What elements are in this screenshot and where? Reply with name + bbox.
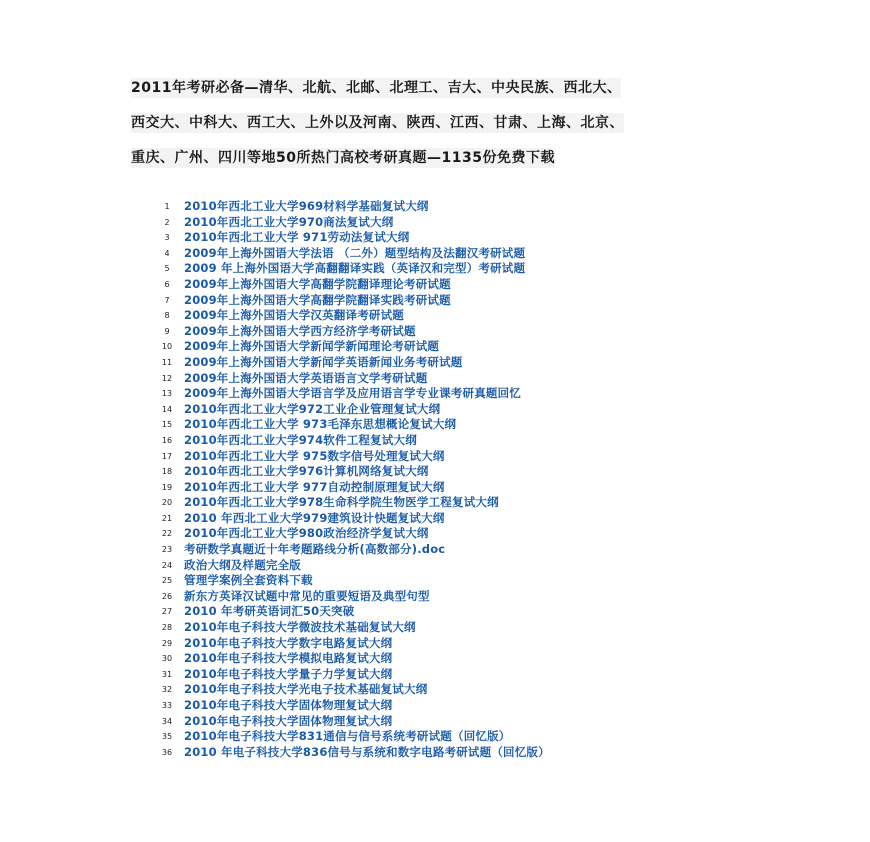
item-number: 27 bbox=[161, 607, 173, 617]
item-number: 8 bbox=[164, 311, 170, 321]
download-link[interactable]: 2010年电子科技大学固体物理复试大纲 bbox=[184, 713, 393, 728]
list-item bbox=[150, 246, 770, 262]
list-item bbox=[150, 371, 770, 387]
item-number: 25 bbox=[161, 576, 173, 586]
heading-line-1-text: 2011年考研必备—清华、北航、北邮、北理工、吉大、中央民族、西北大、 bbox=[131, 80, 622, 96]
download-link[interactable]: 2009 年上海外国语大学高翻翻译实践（英译汉和完型）考研试题 bbox=[184, 261, 526, 276]
list-item bbox=[150, 261, 770, 277]
item-number: 7 bbox=[164, 295, 170, 305]
item-number: 2 bbox=[164, 217, 170, 227]
list-item bbox=[150, 589, 770, 605]
heading-line-1 bbox=[131, 74, 751, 109]
download-link[interactable]: 2010 年考研英语词汇50天突破 bbox=[184, 604, 355, 619]
item-number: 5 bbox=[164, 264, 170, 274]
item-number: 21 bbox=[161, 513, 173, 523]
item-number: 3 bbox=[164, 233, 170, 243]
download-link[interactable]: 2010年西北工业大学970商法复试大纲 bbox=[184, 214, 394, 229]
item-number: 28 bbox=[161, 623, 173, 633]
download-link[interactable]: 2010年西北工业大学969材料学基础复试大纲 bbox=[184, 199, 429, 213]
download-link[interactable]: 2010年电子科技大学固体物理复试大纲 bbox=[184, 698, 393, 712]
item-number: 34 bbox=[161, 716, 173, 726]
item-number: 19 bbox=[161, 482, 173, 492]
list-item bbox=[150, 433, 770, 449]
item-number: 12 bbox=[161, 373, 173, 383]
item-number: 22 bbox=[161, 529, 173, 539]
item-number: 33 bbox=[161, 701, 173, 710]
item-number: 29 bbox=[161, 638, 173, 648]
download-link[interactable]: 2010年西北工业大学 975数字信号处理复试大纲 bbox=[184, 448, 445, 463]
item-number: 23 bbox=[161, 545, 173, 555]
download-link[interactable]: 2009年上海外国语大学新闻学英语新闻业务考研试题 bbox=[184, 354, 463, 369]
download-link[interactable]: 2009年上海外国语大学高翻学院翻译理论考研试题 bbox=[184, 276, 451, 291]
item-number: 32 bbox=[161, 685, 173, 695]
download-link[interactable]: 2010年电子科技大学微波技术基础复试大纲 bbox=[184, 620, 416, 635]
download-link[interactable]: 2009年上海外国语大学新闻学新闻理论考研试题 bbox=[184, 339, 440, 354]
list-item bbox=[150, 573, 770, 589]
list-item bbox=[150, 620, 770, 636]
item-number: 15 bbox=[161, 420, 173, 430]
download-link[interactable]: 2010年电子科技大学量子力学复试大纲 bbox=[184, 666, 393, 681]
item-number: 35 bbox=[161, 732, 173, 742]
download-link[interactable]: 2010年西北工业大学972工业企业管理复试大纲 bbox=[184, 401, 441, 416]
item-number: 4 bbox=[164, 248, 170, 258]
list-item bbox=[150, 215, 770, 231]
download-link[interactable]: 2009年上海外国语大学西方经济学考研试题 bbox=[184, 323, 416, 338]
item-number: 17 bbox=[161, 451, 173, 461]
list-item bbox=[150, 526, 770, 542]
list-item bbox=[150, 308, 770, 324]
list-item bbox=[150, 682, 770, 698]
download-link[interactable]: 2010年西北工业大学 973毛泽东思想概论复试大纲 bbox=[184, 417, 457, 432]
download-link[interactable]: 管理学案例全套资料下载 bbox=[184, 573, 313, 588]
download-link[interactable]: 2010年电子科技大学光电子技术基础复试大纲 bbox=[184, 682, 428, 697]
heading-line-3 bbox=[131, 144, 751, 179]
download-link[interactable]: 2009年上海外国语大学英语语言文学考研试题 bbox=[184, 370, 428, 385]
list-item bbox=[150, 558, 770, 574]
download-link[interactable]: 2010年西北工业大学980政治经济学复试大纲 bbox=[184, 526, 429, 541]
heading-line-3-text: 重庆、广州、四川等地50所热门高校考研真题—1135份免费下载 bbox=[131, 150, 555, 166]
list-item bbox=[150, 511, 770, 527]
list-item bbox=[150, 604, 770, 620]
list-item bbox=[150, 386, 770, 402]
list-item bbox=[150, 480, 770, 496]
item-number: 10 bbox=[161, 342, 173, 352]
list-item bbox=[150, 636, 770, 652]
download-link[interactable]: 2010年西北工业大学978生命科学院生物医学工程复试大纲 bbox=[184, 495, 499, 510]
item-number: 16 bbox=[161, 435, 173, 445]
list-item bbox=[150, 698, 770, 714]
download-link[interactable]: 2010年西北工业大学 971劳动法复试大纲 bbox=[184, 230, 410, 245]
download-link[interactable]: 2010年电子科技大学数字电路复试大纲 bbox=[184, 635, 393, 650]
list-item bbox=[150, 745, 770, 761]
heading-line-2 bbox=[131, 109, 751, 144]
download-link[interactable]: 2009年上海外国语大学汉英翻译考研试题 bbox=[184, 308, 405, 323]
item-number: 9 bbox=[164, 326, 170, 336]
list-item bbox=[150, 667, 770, 683]
list-item bbox=[150, 339, 770, 355]
list-item bbox=[150, 729, 770, 745]
download-link[interactable]: 2010年西北工业大学976计算机网络复试大纲 bbox=[184, 464, 429, 479]
item-number: 24 bbox=[161, 560, 173, 570]
item-number: 31 bbox=[161, 669, 173, 679]
download-link[interactable]: 2010年电子科技大学模拟电路复试大纲 bbox=[184, 651, 393, 666]
download-link[interactable]: 政治大纲及样题完全版 bbox=[184, 557, 301, 572]
download-link[interactable]: 考研数学真题近十年考题路线分析(高数部分).doc bbox=[184, 542, 446, 557]
list-item bbox=[150, 651, 770, 667]
list-item bbox=[150, 417, 770, 433]
item-number: 20 bbox=[161, 498, 173, 508]
list-item bbox=[150, 277, 770, 293]
list-item bbox=[150, 449, 770, 465]
list-item bbox=[150, 324, 770, 340]
item-number: 14 bbox=[161, 404, 173, 414]
document-heading bbox=[131, 74, 751, 179]
list-item bbox=[150, 402, 770, 418]
list-item bbox=[150, 464, 770, 480]
list-item bbox=[150, 293, 770, 309]
item-number: 6 bbox=[164, 279, 170, 289]
download-link[interactable]: 2010 年西北工业大学979建筑设计快题复试大纲 bbox=[184, 510, 445, 525]
download-link[interactable]: 新东方英译汉试题中常见的重要短语及典型句型 bbox=[184, 588, 430, 603]
download-link[interactable]: 2009年上海外国语大学高翻学院翻译实践考研试题 bbox=[184, 292, 451, 307]
list-item bbox=[150, 714, 770, 730]
heading-line-2-text: 西交大、中科大、西工大、上外以及河南、陕西、江西、甘肃、上海、北京、 bbox=[131, 115, 624, 131]
download-link[interactable]: 2010 年电子科技大学836信号与系统和数字电路考研试题（回忆版） bbox=[184, 744, 550, 759]
download-link[interactable]: 2010年西北工业大学974软件工程复试大纲 bbox=[184, 432, 417, 447]
download-link[interactable]: 2010年电子科技大学831通信与信号系统考研试题（回忆版） bbox=[184, 729, 511, 744]
item-number: 18 bbox=[161, 467, 173, 477]
list-item bbox=[150, 230, 770, 246]
download-link[interactable]: 2010年西北工业大学 977自动控制原理复试大纲 bbox=[184, 479, 445, 494]
list-item bbox=[150, 495, 770, 511]
list-item bbox=[150, 542, 770, 558]
download-list bbox=[150, 199, 770, 760]
item-number: 13 bbox=[161, 389, 173, 399]
download-link[interactable]: 2009年上海外国语大学语言学及应用语言学专业课考研真题回忆 bbox=[184, 386, 522, 401]
list-item bbox=[150, 355, 770, 371]
list-item bbox=[150, 199, 770, 215]
item-number: 1 bbox=[164, 202, 170, 211]
item-number: 11 bbox=[161, 357, 173, 367]
download-link[interactable]: 2009年上海外国语大学法语 （二外）题型结构及法翻汉考研试题 bbox=[184, 245, 526, 260]
item-number: 30 bbox=[161, 654, 173, 664]
item-number: 36 bbox=[161, 747, 173, 757]
item-number: 26 bbox=[161, 591, 173, 601]
